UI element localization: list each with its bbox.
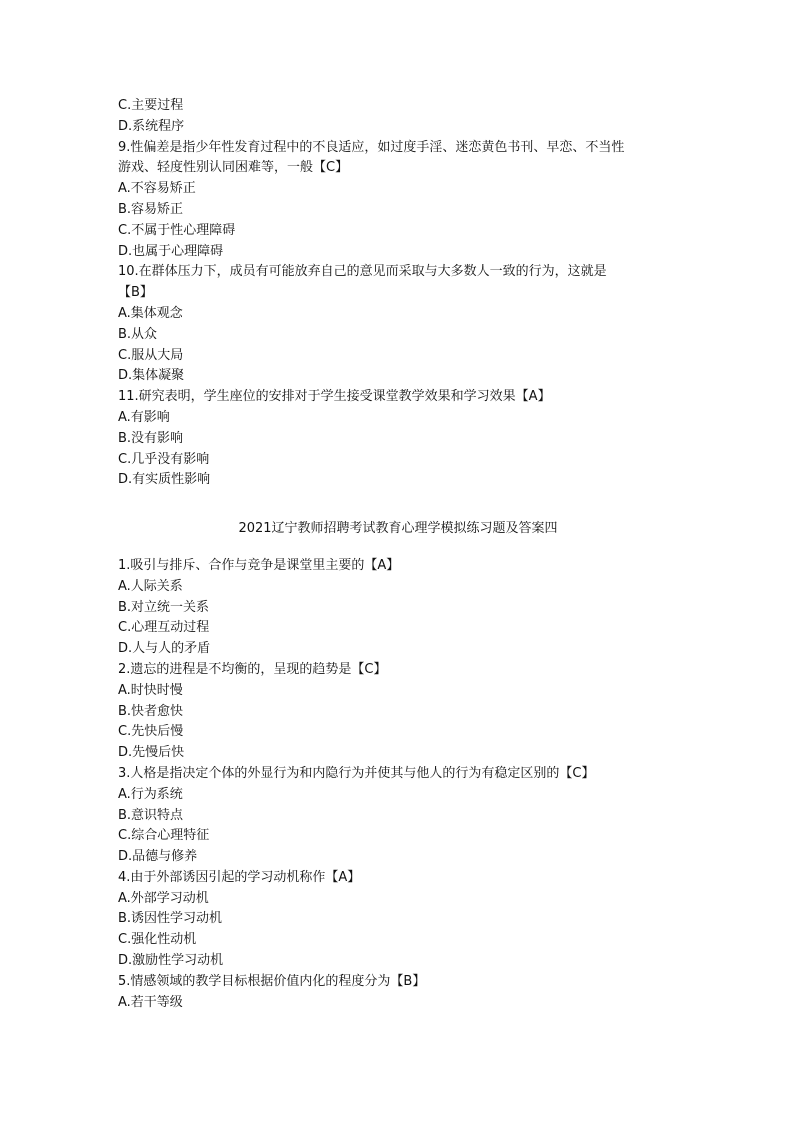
- text-line: C.心理互动过程: [118, 620, 210, 636]
- text-line: D.人与人的矛盾: [118, 641, 211, 657]
- text-line: 游戏、轻度性别认同困难等，一般【C】: [118, 160, 349, 176]
- question-section-four: [118, 556, 678, 1014]
- text-line: B.没有影响: [118, 430, 184, 446]
- text-line: D.品德与修养: [118, 849, 198, 865]
- text-line: C.先快后慢: [118, 724, 184, 740]
- text-line: C.综合心理特征: [118, 828, 210, 844]
- text-line: A.人际关系: [118, 578, 183, 594]
- text-line: B.从众: [118, 326, 158, 342]
- text-line: 9.性偏差是指少年性发育过程中的不良适应，如过度手淫、迷恋黄色书刊、早恋、不当性: [118, 139, 625, 155]
- text-line: 4.由于外部诱因引起的学习动机称作【A】: [118, 869, 361, 885]
- text-line: D.激励性学习动机: [118, 953, 224, 969]
- text-line: D.系统程序: [118, 118, 185, 134]
- text-line: A.不容易矫正: [118, 181, 196, 197]
- text-line: 10.在群体压力下，成员有可能放弃自己的意见而采取与大多数人一致的行为，这就是: [118, 264, 607, 280]
- text-line: D.有实质性影响: [118, 472, 211, 488]
- text-line: A.有影响: [118, 409, 170, 425]
- text-line: 3.人格是指决定个体的外显行为和内隐行为并使其与他人的行为有稳定区别的【C】: [118, 765, 595, 781]
- text-line: C.几乎没有影响: [118, 451, 210, 467]
- text-line: 11.研究表明，学生座位的安排对于学生接受课堂教学效果和学习效果【A】: [118, 389, 551, 405]
- text-line: A.若干等级: [118, 994, 183, 1010]
- text-line: A.外部学习动机: [118, 890, 209, 906]
- text-line: 1.吸引与排斥、合作与竞争是课堂里主要的【A】: [118, 557, 400, 573]
- text-line: C.不属于性心理障碍: [118, 222, 236, 238]
- text-line: A.集体观念: [118, 305, 183, 321]
- text-line: A.时快时慢: [118, 682, 183, 698]
- text-line: 2.遗忘的进程是不均衡的，呈现的趋势是【C】: [118, 661, 387, 677]
- text-line: D.也属于心理障碍: [118, 243, 224, 259]
- text-line: C.强化性动机: [118, 932, 197, 948]
- section-heading: 2021辽宁教师招聘考试教育心理学模拟练习题及答案四: [238, 521, 558, 537]
- text-line: B.意识特点: [118, 807, 184, 823]
- text-line: B.容易矫正: [118, 201, 184, 217]
- text-line: 【B】: [118, 285, 153, 301]
- document-body: [118, 96, 678, 1013]
- text-line: B.快者愈快: [118, 703, 184, 719]
- question-section-continued: [118, 96, 678, 491]
- text-line: B.诱因性学习动机: [118, 911, 223, 927]
- text-line: B.对立统一关系: [118, 599, 210, 615]
- text-line: C.主要过程: [118, 98, 184, 113]
- text-line: 5.情感领域的教学目标根据价值内化的程度分为【B】: [118, 973, 426, 989]
- text-line: A.行为系统: [118, 786, 183, 802]
- text-line: C.服从大局: [118, 347, 184, 363]
- text-line: D.集体凝聚: [118, 368, 185, 384]
- text-line: D.先慢后快: [118, 745, 185, 761]
